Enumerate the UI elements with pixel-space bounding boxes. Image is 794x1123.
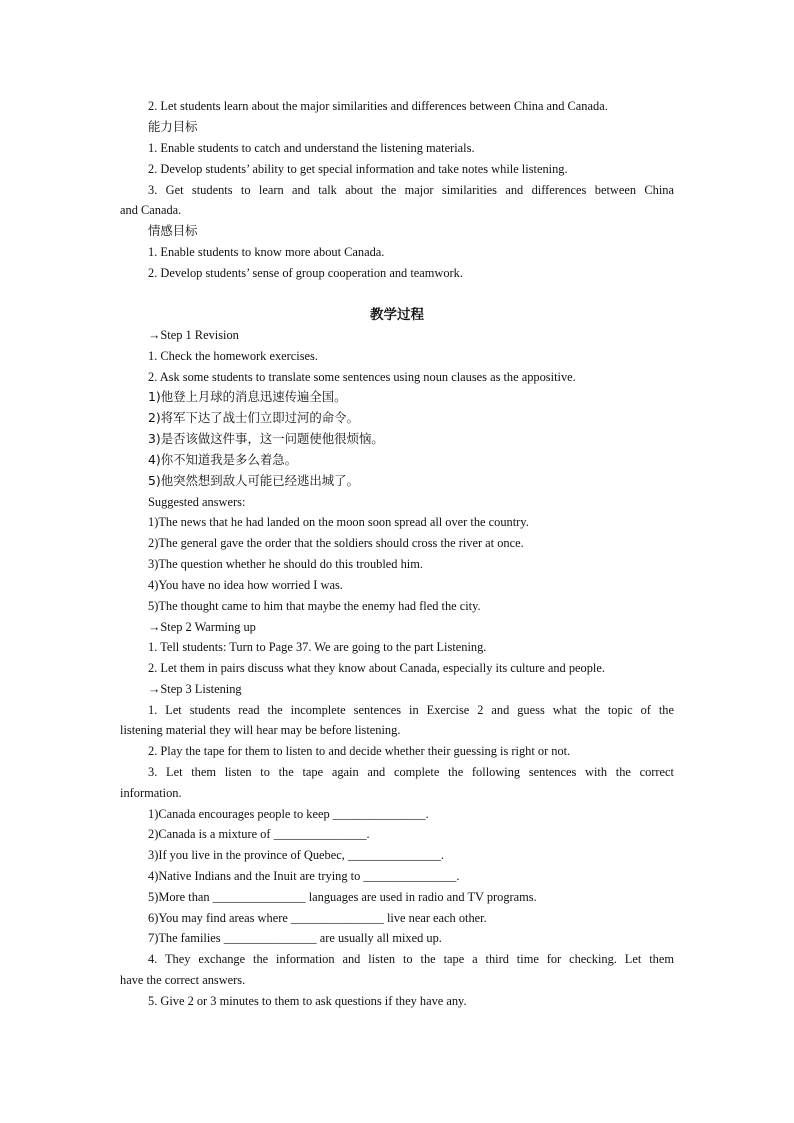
- step3-item-3-cont: information.: [120, 786, 182, 800]
- step1-item-2: 2. Ask some students to translate some sentences using noun clauses as the appositive.: [148, 370, 576, 384]
- answer-2: 2)The general gave the order that the soldiers should cross the river at once.: [148, 536, 524, 550]
- step3-item-5: 5. Give 2 or 3 minutes to them to ask questions if they have any.: [148, 994, 467, 1008]
- chinese-sentence-1: 1)他登上月球的消息迅速传遍全国。: [148, 389, 347, 404]
- step3-item-4: 4. They exchange the information and listen to the tape a third time for checking. Let them: [148, 952, 674, 966]
- blank-sentence-7: 7)The families _______________ are usually all mixed up.: [148, 931, 442, 945]
- blank-sentence-2: 2)Canada is a mixture of _______________.: [148, 827, 370, 841]
- step2-item-2: 2. Let them in pairs discuss what they know about Canada, especially its culture and people.: [148, 661, 605, 675]
- answer-4: 4)You have no idea how worried I was.: [148, 578, 343, 592]
- step3-item-2: 2. Play the tape for them to listen to and decide whether their guessing is right or not.: [148, 744, 571, 758]
- ability-objective-3-cont: and Canada.: [120, 203, 182, 217]
- chinese-sentence-2: 2)将军下达了战士们立即过河的命令。: [148, 410, 359, 425]
- step3-item-1: 1. Let students read the incomplete sentences in Exercise 2 and guess what the topic of the: [148, 703, 674, 717]
- suggested-answers-label: Suggested answers:: [148, 495, 246, 509]
- blank-sentence-3: 3)If you live in the province of Quebec, _______________.: [148, 848, 444, 862]
- answer-1: 1)The news that he had landed on the moon soon spread all over the country.: [148, 515, 529, 529]
- ability-objectives-heading: 能力目标: [148, 119, 198, 134]
- chinese-sentence-5: 5)他突然想到敌人可能已经逃出城了。: [148, 473, 359, 488]
- step2-title: →Step 2 Warming up: [148, 620, 256, 634]
- step1-item-1: 1. Check the homework exercises.: [148, 349, 318, 363]
- ability-objective-1: 1. Enable students to catch and understand the listening materials.: [148, 141, 475, 155]
- emotion-objective-2: 2. Develop students’ sense of group cooperation and teamwork.: [148, 266, 463, 280]
- chinese-sentence-4: 4)你不知道我是多么着急。: [148, 452, 298, 467]
- step3-item-3: 3. Let them listen to the tape again and complete the following sentences with the correct: [148, 765, 674, 779]
- blank-sentence-5: 5)More than _______________ languages are used in radio and TV programs.: [148, 890, 537, 904]
- ability-objective-2: 2. Develop students’ ability to get special information and take notes while listening.: [148, 162, 568, 176]
- emotion-objective-1: 1. Enable students to know more about Canada.: [148, 245, 385, 259]
- step3-item-1-cont: listening material they will hear may be before listening.: [120, 723, 401, 737]
- step1-title: →Step 1 Revision: [148, 328, 239, 342]
- blank-sentence-6: 6)You may find areas where _______________ live near each other.: [148, 911, 487, 925]
- ability-objective-3: 3. Get students to learn and talk about the major similarities and differences between China: [148, 183, 674, 197]
- answer-5: 5)The thought came to him that maybe the enemy had fled the city.: [148, 599, 481, 613]
- knowledge-objective-2: 2. Let students learn about the major similarities and differences between China and Canada.: [148, 99, 608, 113]
- step3-item-4-cont: have the correct answers.: [120, 973, 246, 987]
- step3-title: →Step 3 Listening: [148, 682, 242, 696]
- blank-sentence-4: 4)Native Indians and the Inuit are trying to _______________.: [148, 869, 460, 883]
- section-heading-teaching-process: 教学过程: [370, 307, 424, 323]
- answer-3: 3)The question whether he should do this troubled him.: [148, 557, 423, 571]
- blank-sentence-1: 1)Canada encourages people to keep _______________.: [148, 807, 429, 821]
- emotion-objectives-heading: 情感目标: [148, 223, 198, 238]
- chinese-sentence-3: 3)是否该做这件事，这一问题使他很烦恼。: [148, 431, 384, 446]
- step2-item-1: 1. Tell students: Turn to Page 37. We are going to the part Listening.: [148, 640, 487, 654]
